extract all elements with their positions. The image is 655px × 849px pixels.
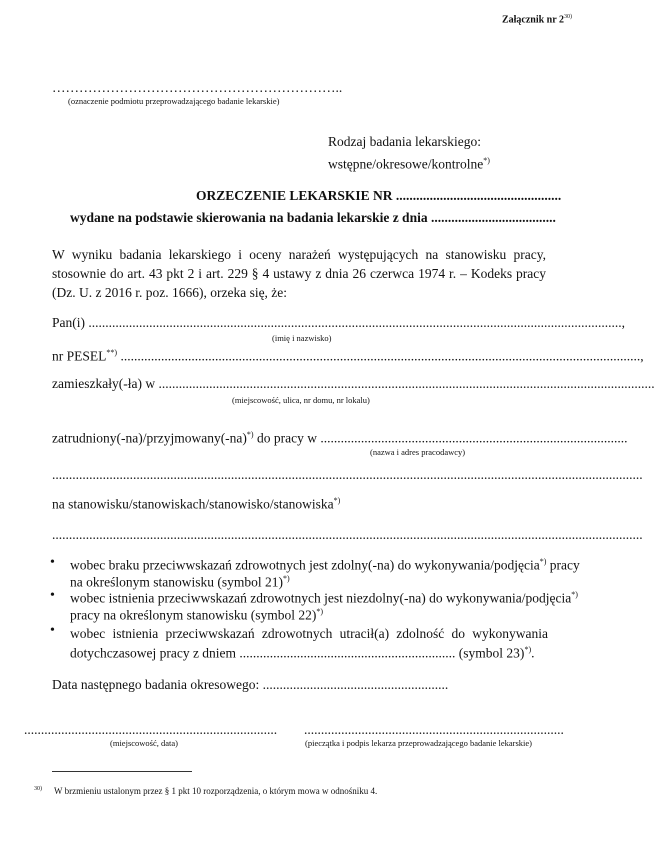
bullet-2-line-2: pracy na określonym stanowisku (symbol 22)*) (70, 607, 324, 623)
footnote: $^{30)}$ W brzmieniu ustalonym przez § 1 pkt 10 rozporządzenia, o którym mowa w odnośniku 4. (34, 786, 378, 796)
document-subtitle: wydane na podstawie skierowania na badania lekarskie z dnia ..................................... (70, 210, 556, 225)
bullet-1-line-2: na określonym stanowisku (symbol 21)*) (70, 574, 290, 590)
attachment-note-mark: 30) (564, 14, 572, 20)
intro-paragraph: W wyniku badania lekarskiego i oceny narażeń występujących na stanowisku pracy, stosownie do art. 43 pkt 2 i art. 229 § 4 ustawy z dnia 26 czerwca 1974 r. – Kodeks pracy (Dz. U. z 2016 r. poz. 1666), orzeka się, że: (52, 247, 546, 300)
next-exam-date-field: Data następnego badania okresowego: ....................................................... (52, 677, 449, 692)
name-field: Pan(i) .............................................................................................................................................................., (52, 315, 625, 330)
bullet-1-line-1: wobec braku przeciwwskazań zdrowotnych jest zdolny(-na) do wykonywania/podjęcia*) pracy (70, 557, 580, 573)
attachment-label: Załącznik nr 2$^{30)}$ (501, 14, 572, 26)
bullet-2-line-1: wobec istnienia przeciwwskazań zdrowotnych jest niezdolny(-na) do wykonywania/podjęcia*) (70, 590, 578, 606)
position-blank-line: ............................................................................................................................................................................... (52, 527, 643, 542)
exam-type-label: Rodzaj badania lekarskiego: (328, 134, 481, 149)
entity-dots: ……………………………………………………….. (52, 80, 343, 95)
exam-type-options: wstępne/okresowe/kontrolne*) (328, 156, 490, 172)
bullet-icon: • (50, 623, 55, 638)
address-caption: (miejscowość, ulica, nr domu, nr lokalu) (232, 395, 370, 405)
bullet-3-line-1: wobec istnienia przeciwwskazań zdrowotnych utracił(a) zdolność do wykonywania (70, 626, 548, 641)
employed-field: zatrudniony(-na)/przyjmowany(-na)*) do pracy w ........................................................................................... (52, 430, 628, 446)
pesel-field: nr PESEL**) .........................................................................................................................................................., (52, 348, 644, 364)
position-field: na stanowisku/stanowiskach/stanowisko/stanowiska*) (52, 496, 341, 512)
employer-caption: (nazwa i adres pracodawcy) (370, 447, 466, 457)
name-caption: (imię i nazwisko) (272, 333, 332, 343)
bullet-icon: • (50, 555, 55, 570)
address-field: zamieszkały(-ła) w ................................................................................................................................................... (52, 376, 655, 391)
bullet-3-line-2: dotychczasowej pracy z dniem ................................................................ (symbol 23)*). (70, 645, 535, 661)
signature-dots: ............................................................................. (304, 722, 564, 737)
entity-caption: (oznaczenie podmiotu przeprowadzającego badanie lekarskie) (68, 96, 280, 106)
document-title: ORZECZENIE LEKARSKIE NR ................................................. (196, 188, 562, 203)
footnote-rule (52, 771, 192, 772)
bullet-icon: • (50, 588, 55, 603)
place-date-dots: ........................................................................... (24, 722, 278, 737)
employer-blank-line: ............................................................................................................................................................................... (52, 467, 643, 482)
signature-caption: (pieczątka i podpis lekarza przeprowadzającego badanie lekarskie) (305, 738, 533, 748)
footnote-mark: 30) (34, 786, 42, 792)
place-date-caption: (miejscowość, data) (110, 738, 178, 748)
